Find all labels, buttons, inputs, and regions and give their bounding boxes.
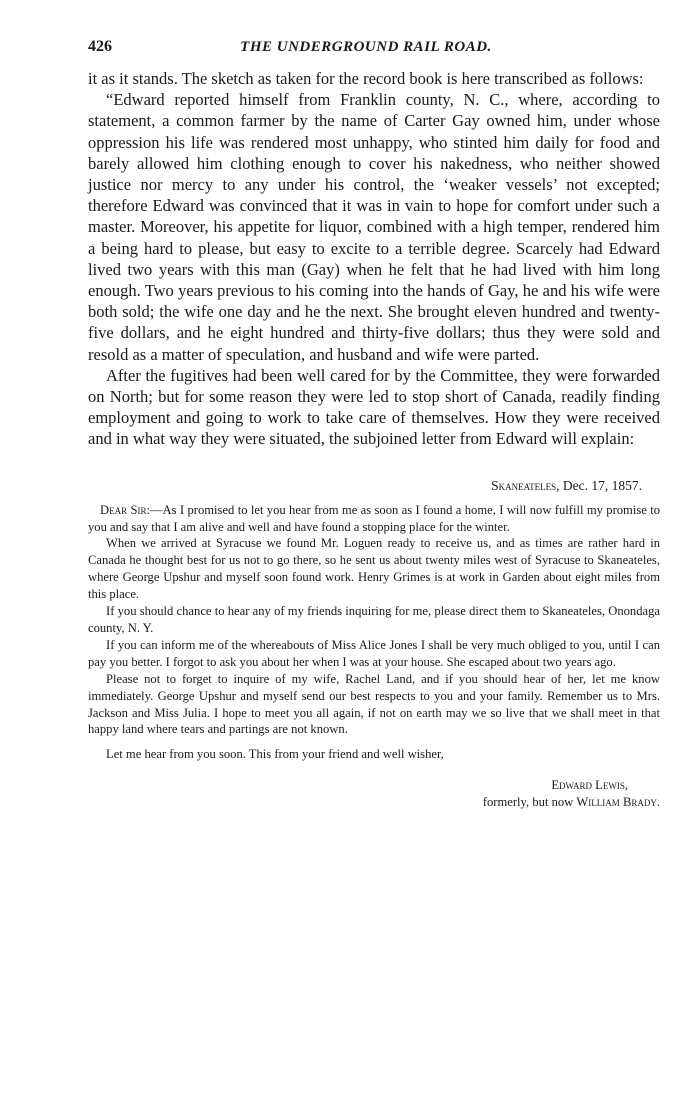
letter-salutation: Dear Sir <box>100 502 147 517</box>
letter-paragraph-5: Please not to forget to inquire of my wife, Rachel Land, and if you should hear of her, let me know immediately. George Upshur and myself send our best respects to you and your family. Remember us to Mrs. Jackson and Miss Julia. I hope to meet you all again, if not on earth may we so live that we shall meet in that happy land where tears and partings are not known. <box>88 671 660 737</box>
letter-closing: Let me hear from you soon. This from your friend and well wisher, <box>106 747 444 762</box>
signature-alias: William Brady. <box>576 795 660 810</box>
letter-paragraph-2: When we arrived at Syracuse we found Mr. Loguen ready to receive us, and as times are rather hard in Canada he thought best for us not to go there, so he sent us about twenty miles west of Syracuse to Skaneateles, where George Upshur and myself soon found work. Henry Grimes is at work in Garden about eight miles from this place. <box>88 536 660 602</box>
paragraph-continued: it as it stands. The sketch as taken for the record book is here transcribed as follows: <box>88 69 644 88</box>
narrative-text <box>88 68 660 450</box>
letter-paragraph-3: If you should chance to hear any of my friends inquiring for me, please direct them to Skaneateles, Onondaga county, N. Y. <box>88 604 660 635</box>
letter-signature <box>88 777 660 811</box>
letter-paragraph-1 <box>88 502 660 536</box>
letter-date: , Dec. 17, 1857. <box>556 477 642 493</box>
running-header <box>88 38 660 68</box>
paragraph-record-sketch: “Edward reported himself from Franklin county, N. C., where, according to statement, a common farmer by the name of Carter Gay owned him, under whose oppression his life was rendered most unhappy, who stinted him daily for food and barely allowed him clothing enough to cover his nakedness, who neither showed justice nor mercy to any under his control, the ‘weaker vessels’ not excepted; therefore Edward was convinced that it was in vain to hope for comfort under such a master. Moreover, his appetite for liquor, combined with a high temper, rendered him a being hard to please, but easy to excite to a terrible degree. Scarcely had Edward lived two years with this man (Gay) when he felt that he had lived with him long enough. Two years previous to his coming into the hands of Gay, he and his wife were both sold; the wife one day and he the next. She brought eleven hundred and twenty-five dollars, and he eight hundred and thirty-five dollars; thus they were sold and resold as a matter of speculation, and husband and wife were parted. <box>88 90 660 364</box>
page-number: 426 <box>88 38 112 55</box>
signature-name: Edward Lewis, <box>551 778 628 793</box>
letter-body <box>88 502 660 764</box>
paragraph-fugitives: After the fugitives had been well cared for by the Committee, they were forwarded on North; but for some reason they were led to stop short of Canada, readily finding employment and going to work to take care of themselves. How they were received and in what way they were situated, the subjoined letter from Edward will explain: <box>88 365 660 449</box>
letter-dateline <box>88 478 660 494</box>
letter-place: Skaneateles <box>491 477 557 493</box>
running-title: THE UNDERGROUND RAIL ROAD. <box>240 39 492 55</box>
letter-paragraph-1-text: :—As I promised to let you hear from me as soon as I found a home, I will now fulfill my promise to you and say that I am alive and well and have found a stopping place for the winter. <box>88 502 660 534</box>
signature-prefix: formerly, but now <box>482 795 577 810</box>
letter-paragraph-4: If you can inform me of the whereabouts of Miss Alice Jones I shall be very much obliged to you, until I can pay you better. I forgot to ask you about her when I was at your house. She escaped about two years ago. <box>88 637 660 669</box>
book-page <box>88 38 660 811</box>
